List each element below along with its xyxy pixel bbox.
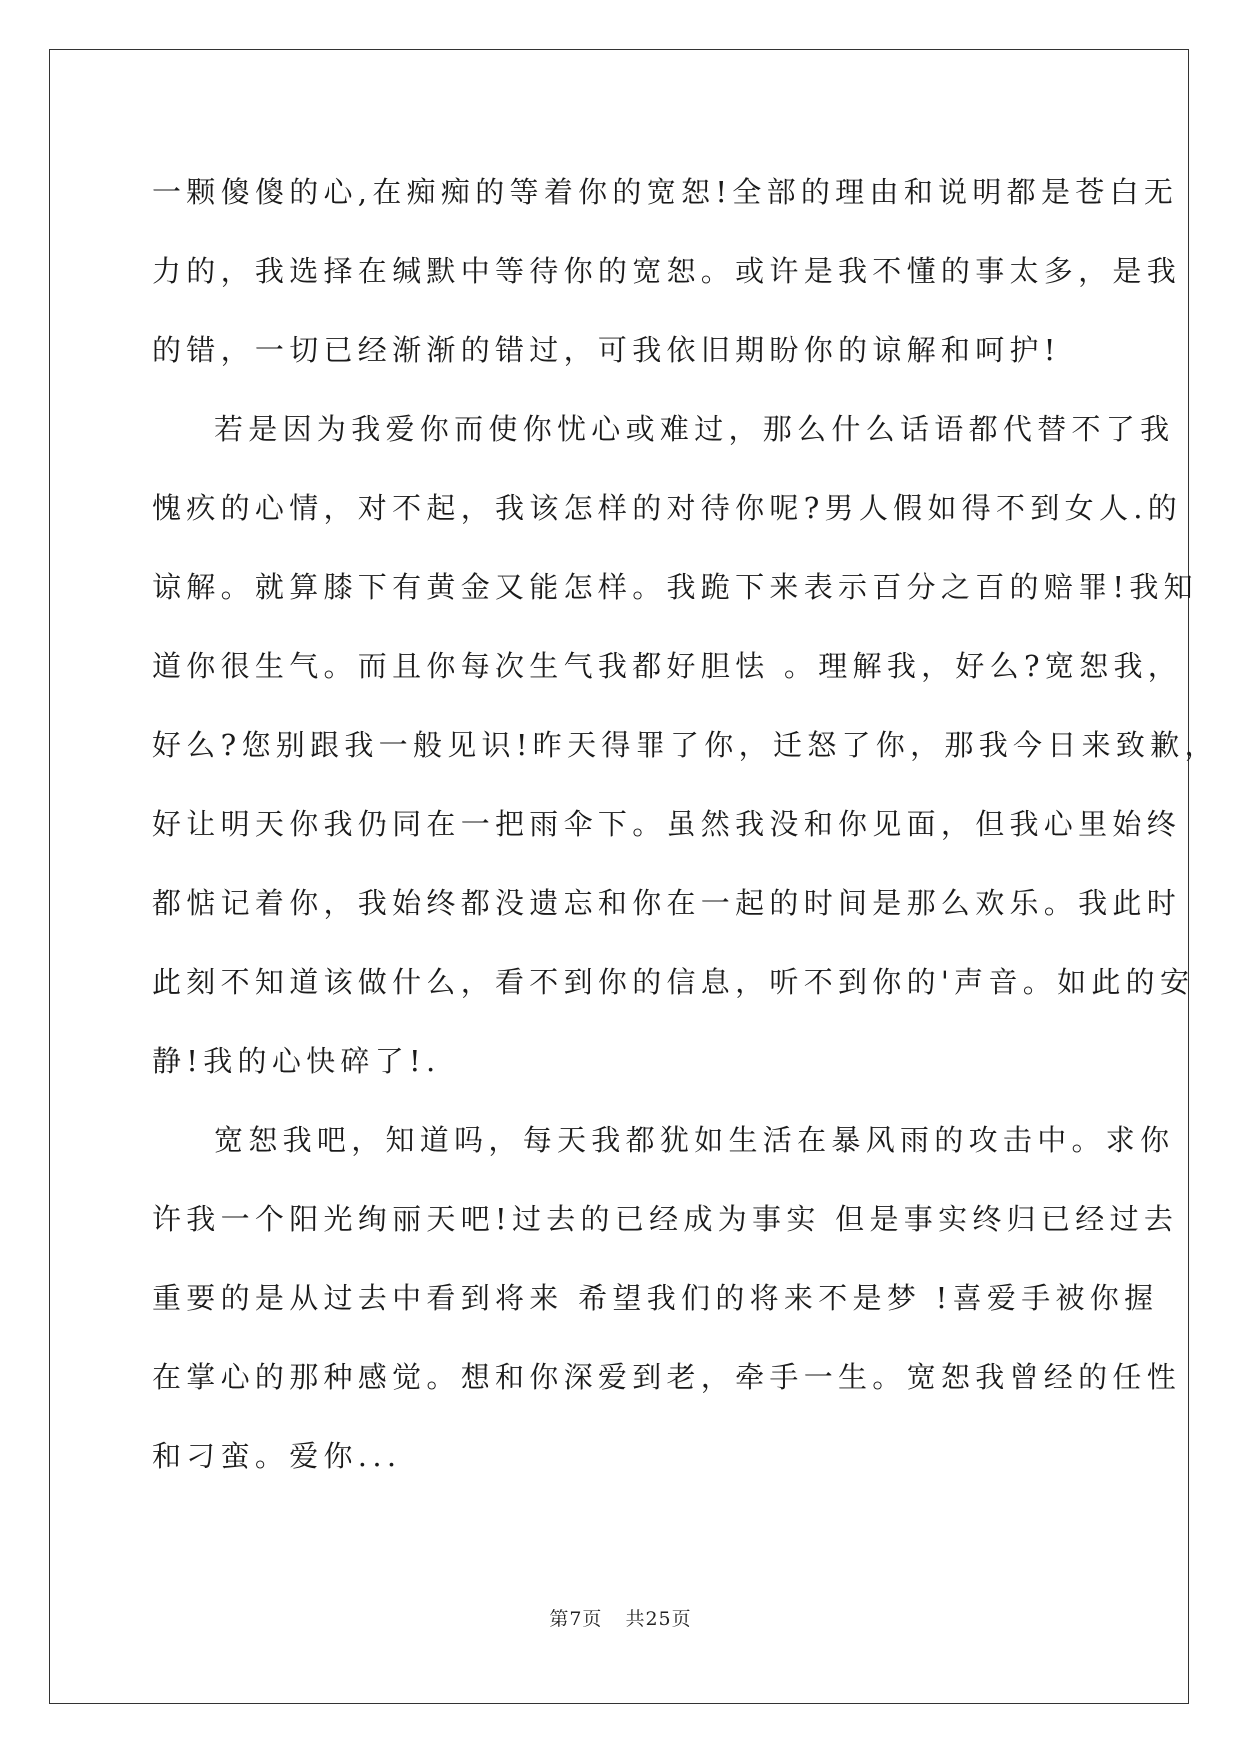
text-line: 力的，我选择在缄默中等待你的宽恕。或许是我不懂的事太多，是我	[152, 254, 1182, 288]
page-footer	[0, 1604, 1241, 1631]
text-line: 都惦记着你，我始终都没遗忘和你在一起的时间是那么欢乐。我此时	[152, 886, 1182, 920]
page-number-total: 共25页	[625, 1608, 692, 1630]
paragraph-start-line: 若是因为我爱你而使你忧心或难过，那么什么话语都代替不了我	[214, 412, 1175, 446]
text-line: 谅解。就算膝下有黄金又能怎样。我跪下来表示百分之百的赔罪!我知	[152, 570, 1198, 604]
text-line: 许我一个阳光绚丽天吧!过去的已经成为事实 但是事实终归已经过去	[152, 1202, 1179, 1236]
paragraph-start-line: 宽恕我吧，知道吗，每天我都犹如生活在暴风雨的攻击中。求你	[214, 1123, 1175, 1157]
text-line: 静!我的心快碎了!.	[152, 1044, 441, 1078]
text-line: 此刻不知道该做什么，看不到你的信息，听不到你的'声音。如此的安	[152, 965, 1195, 999]
text-line: 和刁蛮。爱你...	[152, 1439, 402, 1473]
text-line: 道你很生气。而且你每次生气我都好胆怯 。理解我，好么?宽恕我，	[152, 649, 1183, 683]
text-line: 好么?您别跟我一般见识!昨天得罪了你，迁怒了你，那我今日来致歉，	[152, 728, 1219, 762]
text-line: 一颗傻傻的心,在痴痴的等着你的宽恕!全部的理由和说明都是苍白无	[152, 175, 1179, 209]
text-line: 好让明天你我仍同在一把雨伞下。虽然我没和你见面，但我心里始终	[152, 807, 1182, 841]
text-line: 愧疚的心情，对不起，我该怎样的对待你呢?男人假如得不到女人.的	[152, 491, 1183, 525]
page-number-current: 第7页	[549, 1608, 603, 1630]
text-line: 重要的是从过去中看到将来 希望我们的将来不是梦 !喜爱手被你握	[152, 1281, 1159, 1315]
document-body	[152, 153, 1219, 1496]
text-line: 的错，一切已经渐渐的错过，可我依旧期盼你的谅解和呵护!	[152, 333, 1061, 367]
text-line: 在掌心的那种感觉。想和你深爱到老，牵手一生。宽恕我曾经的任性	[152, 1360, 1182, 1394]
